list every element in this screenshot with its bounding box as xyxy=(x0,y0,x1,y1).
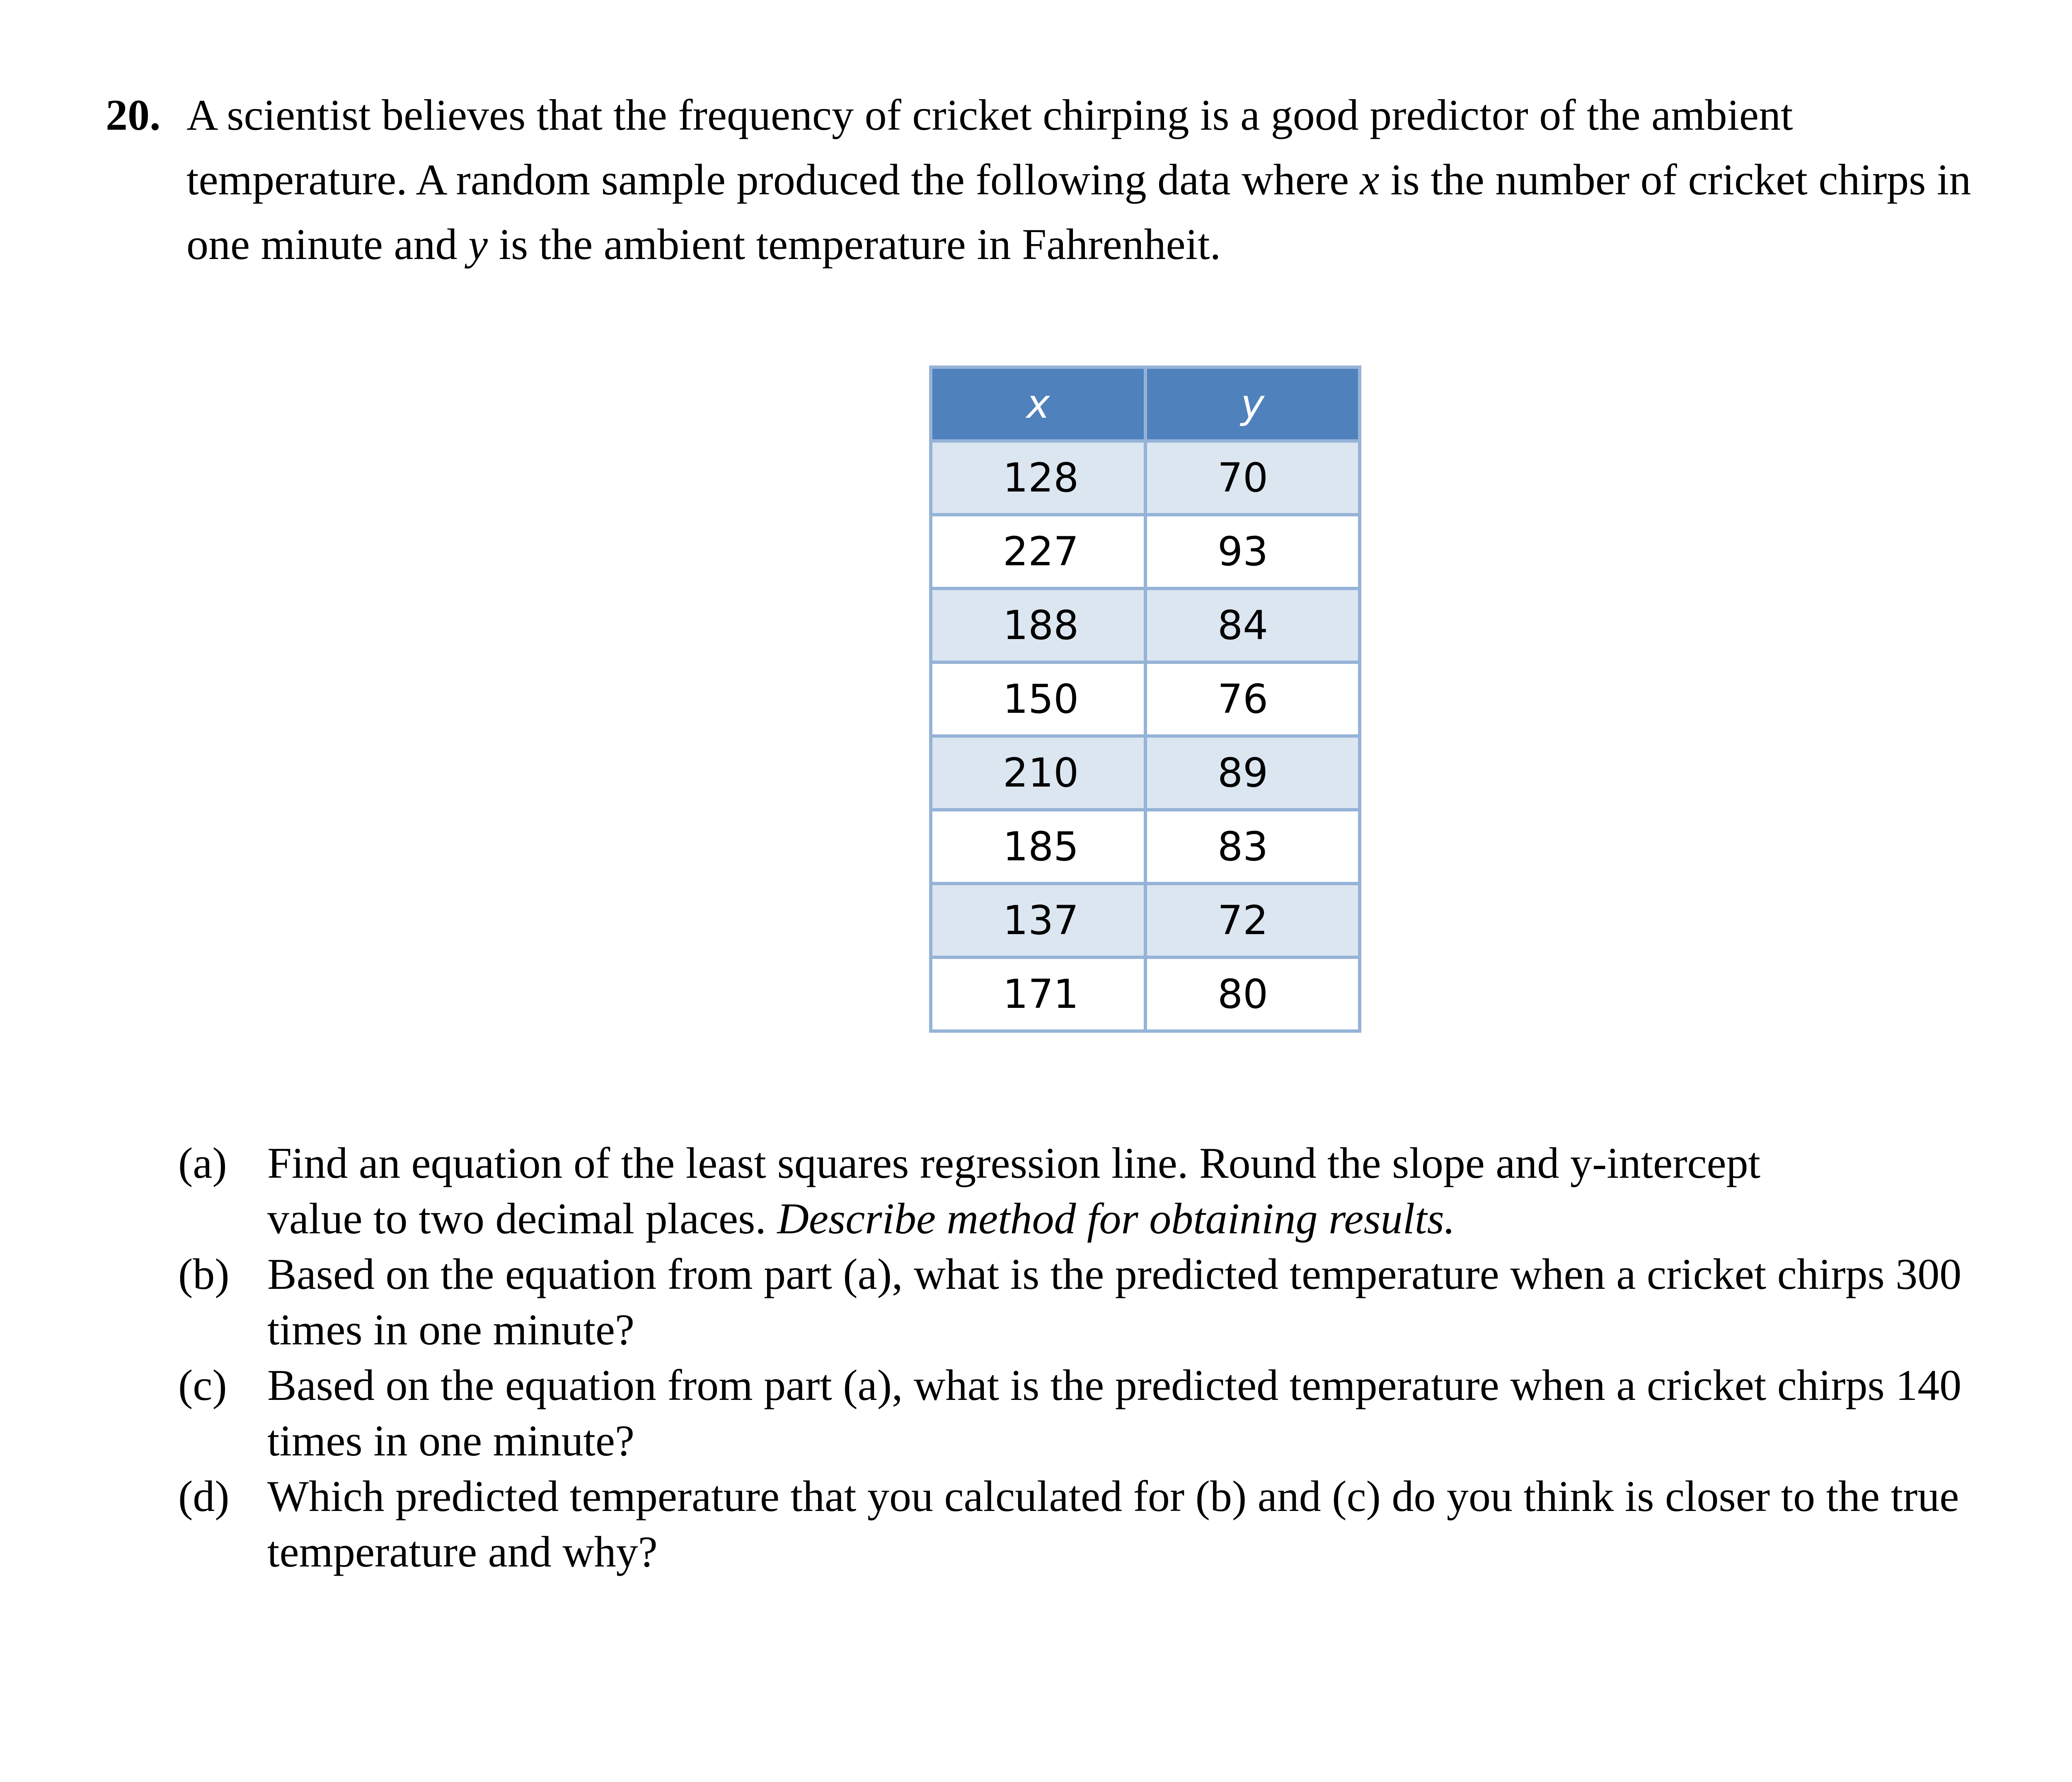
table-row xyxy=(931,662,1360,736)
question-line-3 xyxy=(186,212,2072,277)
part-c-label: (c) xyxy=(178,1361,227,1409)
table-row xyxy=(931,441,1360,515)
table-row xyxy=(931,515,1360,588)
part-a-line-1: Find an equation of the least squares regression line. Round the slope and y-intercept xyxy=(267,1139,1761,1187)
part-d-line-2: temperature and why? xyxy=(267,1528,658,1576)
cell-y: 84 xyxy=(1145,588,1360,662)
table-row xyxy=(931,810,1360,884)
header-x: x xyxy=(931,367,1145,441)
part-c-line-2: times in one minute? xyxy=(267,1416,635,1465)
table-row xyxy=(931,588,1360,662)
table-header-row xyxy=(931,367,1360,441)
question-number: 20. xyxy=(106,91,161,139)
part-b-line-2: times in one minute? xyxy=(267,1305,635,1354)
cell-y: 83 xyxy=(1145,810,1360,884)
part-a xyxy=(178,1136,2072,1247)
cell-x: 171 xyxy=(931,957,1145,1031)
part-a-line-2 xyxy=(267,1191,2072,1247)
question-stem xyxy=(186,83,2072,277)
part-d-line-1: Which predicted temperature that you calculated for (b) and (c) do you think is closer to the true xyxy=(267,1472,1959,1521)
part-b-line-1: Based on the equation from part (a), what is the predicted temperature when a cricket chirps 300 xyxy=(267,1250,1962,1298)
cell-x: 137 xyxy=(931,884,1145,957)
cell-x: 185 xyxy=(931,810,1145,884)
part-b xyxy=(178,1247,2072,1358)
question-line-3-text-a: one minute and xyxy=(186,220,468,269)
question-line-2 xyxy=(186,148,2072,212)
variable-y: y xyxy=(468,220,488,269)
cell-y: 76 xyxy=(1145,662,1360,736)
cell-y: 70 xyxy=(1145,441,1360,515)
part-c-line-1: Based on the equation from part (a), what is the predicted temperature when a cricket chirps 140 xyxy=(267,1361,1962,1409)
cell-y: 80 xyxy=(1145,957,1360,1031)
table-row xyxy=(931,957,1360,1031)
table-row xyxy=(931,884,1360,957)
cell-y: 89 xyxy=(1145,736,1360,810)
cell-x: 227 xyxy=(931,515,1145,588)
cell-x: 188 xyxy=(931,588,1145,662)
part-d-label: (d) xyxy=(178,1472,230,1521)
cell-x: 150 xyxy=(931,662,1145,736)
part-b-label: (b) xyxy=(178,1250,230,1298)
cell-x: 210 xyxy=(931,736,1145,810)
cell-y: 72 xyxy=(1145,884,1360,957)
header-y: y xyxy=(1145,367,1360,441)
part-a-label: (a) xyxy=(178,1139,227,1187)
cell-y: 93 xyxy=(1145,515,1360,588)
part-a-line-2-text: value to two decimal places. xyxy=(267,1194,777,1243)
data-table xyxy=(929,366,1361,1033)
part-c xyxy=(178,1358,2072,1469)
question-line-2-text-b: is the number of cricket chirps in xyxy=(1379,155,1971,204)
part-a-instruction: Describe method for obtaining results. xyxy=(777,1194,1455,1243)
table-row xyxy=(931,736,1360,810)
question-line-3-text-b: is the ambient temperature in Fahrenheit. xyxy=(488,220,1221,269)
question-line-1: A scientist believes that the frequency of cricket chirping is a good predictor of the ambient xyxy=(186,91,1793,139)
question-line-2-text-a: temperature. A random sample produced the following data where xyxy=(186,155,1360,204)
variable-x: x xyxy=(1360,155,1380,204)
part-d xyxy=(178,1469,2072,1580)
cell-x: 128 xyxy=(931,441,1145,515)
question-parts xyxy=(178,1136,2072,1580)
